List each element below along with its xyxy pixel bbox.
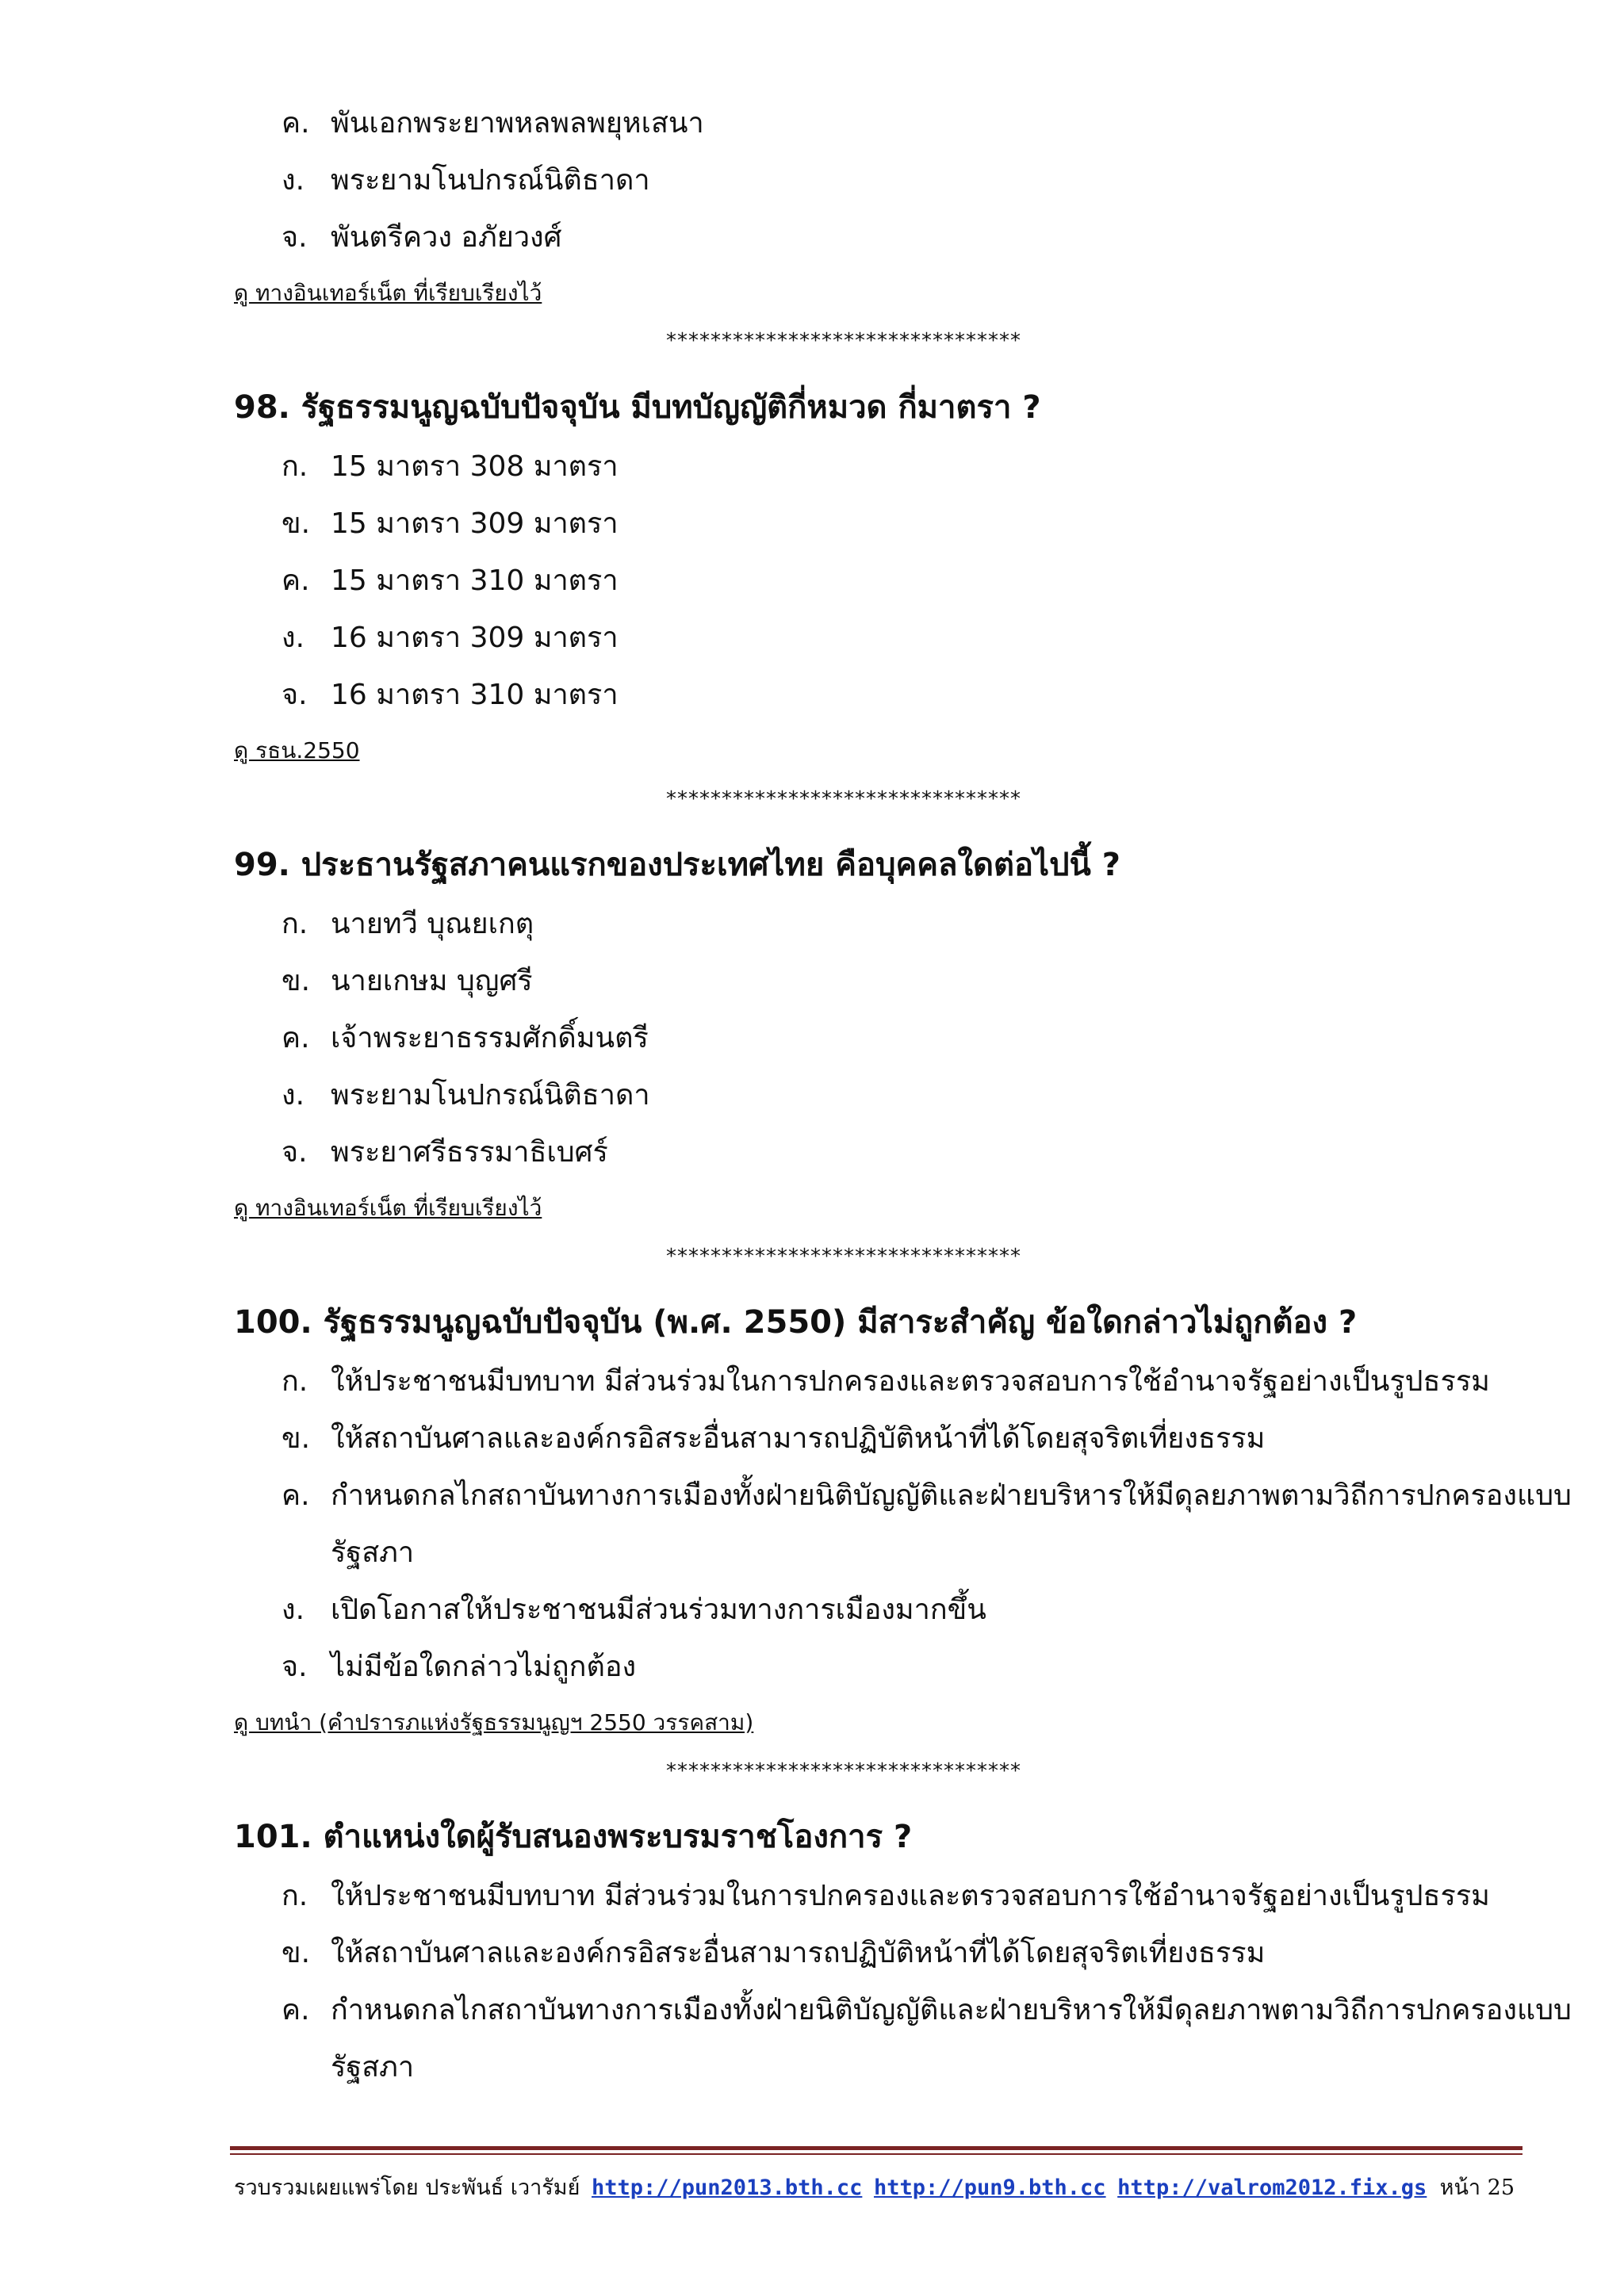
option-label: ค. (282, 1022, 310, 1054)
option-label: ก. (282, 908, 308, 940)
footer (234, 2172, 1522, 2204)
option-q99-a (282, 905, 534, 944)
option-text: พันตรีควง อภัยวงศ์ (331, 221, 562, 254)
option-text: นายเกษม บุญศรี (331, 965, 533, 997)
option-q100-a (282, 1362, 1490, 1402)
option-label: ข. (282, 965, 311, 997)
option-q98-a (282, 447, 619, 487)
reference-q99: ดู ทางอินเทอร์เน็ต ที่เรียบเรียงไว้ (234, 1195, 542, 1221)
option-q98-d (282, 618, 619, 658)
option-label: ข. (282, 1937, 311, 1969)
option-text: พันเอกพระยาพหลพลพยุหเสนา (331, 107, 704, 140)
option-text: 15 มาตรา 309 มาตรา (331, 507, 619, 540)
option-q101-b (282, 1934, 1265, 1973)
option-label: จ. (282, 1651, 308, 1683)
question-98: 98. รัฐธรรมนูญฉบับปัจจุบัน มีบทบัญญัติกี่หมวด กี่มาตรา ? (234, 389, 1041, 426)
reference-q97: ดู ทางอินเทอร์เน็ต ที่เรียบเรียงไว้ (234, 280, 542, 306)
option-label: จ. (282, 221, 308, 254)
option-label: ค. (282, 1994, 310, 2026)
option-text: พระยามโนปกรณ์นิติธาดา (331, 164, 650, 197)
option-q98-c (282, 561, 619, 601)
option-text: เปิดโอกาสให้ประชาชนมีส่วนร่วมทางการเมืองมากขึ้น (331, 1594, 986, 1626)
option-q99-b (282, 962, 533, 1001)
option-label: ข. (282, 1422, 311, 1455)
question-99: 99. ประธานรัฐสภาคนแรกของประเทศไทย คือบุคคลใดต่อไปนี้ ? (234, 847, 1120, 883)
option-text: กำหนดกลไกสถาบันทางการเมืองทั้งฝ่ายนิติบัญญัติและฝ่ายบริหารให้มีดุลยภาพตามวิถีการปกครองแบบ (331, 1994, 1572, 2026)
option-label: ค. (282, 1479, 310, 1512)
option-label: ค. (282, 564, 310, 597)
separator: ******************************** (666, 329, 1021, 353)
reference-q100: ดู บทนำ (คำปรารภแห่งรัฐธรรมนูญฯ 2550 วรรคสาม) (234, 1709, 754, 1735)
question-101: 101. ตำแหน่งใดผู้รับสนองพระบรมราชโองการ ? (234, 1819, 913, 1855)
separator: ******************************** (666, 1245, 1021, 1269)
option-q99-c (282, 1019, 649, 1058)
option-label: จ. (282, 679, 308, 711)
option-q97-c (282, 104, 704, 144)
option-text: ให้สถาบันศาลและองค์กรอิสระอื่นสามารถปฏิบัติหน้าที่ได้โดยสุจริตเที่ยงธรรม (331, 1937, 1266, 1969)
option-text: ไม่มีข้อใดกล่าวไม่ถูกต้อง (331, 1651, 637, 1683)
option-q97-d (282, 161, 650, 201)
option-text: 16 มาตรา 310 มาตรา (331, 679, 619, 711)
footer-link-valrom2012[interactable]: http://valrom2012.fix.gs (1117, 2175, 1427, 2200)
option-continuation: รัฐสภา (331, 1536, 415, 1569)
option-continuation: รัฐสภา (331, 2051, 415, 2084)
page-number: หน้า 25 (1439, 2175, 1515, 2200)
option-text: กำหนดกลไกสถาบันทางการเมืองทั้งฝ่ายนิติบัญญัติและฝ่ายบริหารให้มีดุลยภาพตามวิถีการปกครองแบบ (331, 1479, 1572, 1512)
option-label: ข. (282, 507, 311, 540)
option-label: ก. (282, 1365, 308, 1398)
separator: ******************************** (666, 1759, 1021, 1783)
separator: ******************************** (666, 787, 1021, 811)
option-text: 15 มาตรา 310 มาตรา (331, 564, 619, 597)
option-q99-d (282, 1076, 650, 1115)
option-text: พระยาศรีธรรมาธิเบศร์ (331, 1136, 608, 1169)
option-q98-e (282, 675, 619, 715)
question-100: 100. รัฐธรรมนูญฉบับปัจจุบัน (พ.ศ. 2550) มีสาระสำคัญ ข้อใดกล่าวไม่ถูกต้อง ? (234, 1304, 1358, 1341)
option-q97-e (282, 218, 561, 258)
option-text: นายทวี บุณยเกตุ (331, 908, 534, 940)
option-q101-c (282, 1991, 1572, 2030)
option-label: ง. (282, 622, 305, 654)
option-q100-b (282, 1419, 1265, 1459)
option-q100-c (282, 1476, 1572, 1516)
option-label: ก. (282, 1880, 308, 1912)
footer-rule (230, 2146, 1522, 2150)
option-text: พระยามโนปกรณ์นิติธาดา (331, 1079, 650, 1112)
option-q99-e (282, 1133, 608, 1173)
option-label: ง. (282, 164, 305, 197)
option-text: 16 มาตรา 309 มาตรา (331, 622, 619, 654)
option-text: เจ้าพระยาธรรมศักดิ์มนตรี (331, 1022, 649, 1054)
option-text: ให้ประชาชนมีบทบาท มีส่วนร่วมในการปกครองและตรวจสอบการใช้อำนาจรัฐอย่างเป็นรูปธรรม (331, 1880, 1490, 1912)
option-q98-b (282, 504, 619, 544)
option-label: ก. (282, 450, 308, 483)
footer-link-pun2013[interactable]: http://pun2013.bth.cc (592, 2175, 863, 2200)
option-label: ง. (282, 1594, 305, 1626)
option-text: ให้ประชาชนมีบทบาท มีส่วนร่วมในการปกครองและตรวจสอบการใช้อำนาจรัฐอย่างเป็นรูปธรรม (331, 1365, 1490, 1398)
option-label: ง. (282, 1079, 305, 1112)
option-q100-d (282, 1590, 986, 1630)
option-text: ให้สถาบันศาลและองค์กรอิสระอื่นสามารถปฏิบัติหน้าที่ได้โดยสุจริตเที่ยงธรรม (331, 1422, 1266, 1455)
footer-credit: รวบรวมเผยแพร่โดย ประพันธ์ เวารัมย์ (234, 2175, 580, 2200)
option-text: 15 มาตรา 308 มาตรา (331, 450, 619, 483)
footer-link-pun9[interactable]: http://pun9.bth.cc (873, 2175, 1106, 2200)
footer-rule-thin (230, 2153, 1522, 2155)
option-label: ค. (282, 107, 310, 140)
option-q101-a (282, 1877, 1490, 1916)
option-q100-e (282, 1647, 636, 1687)
option-label: จ. (282, 1136, 308, 1169)
reference-q98: ดู รธน.2550 (234, 737, 360, 763)
